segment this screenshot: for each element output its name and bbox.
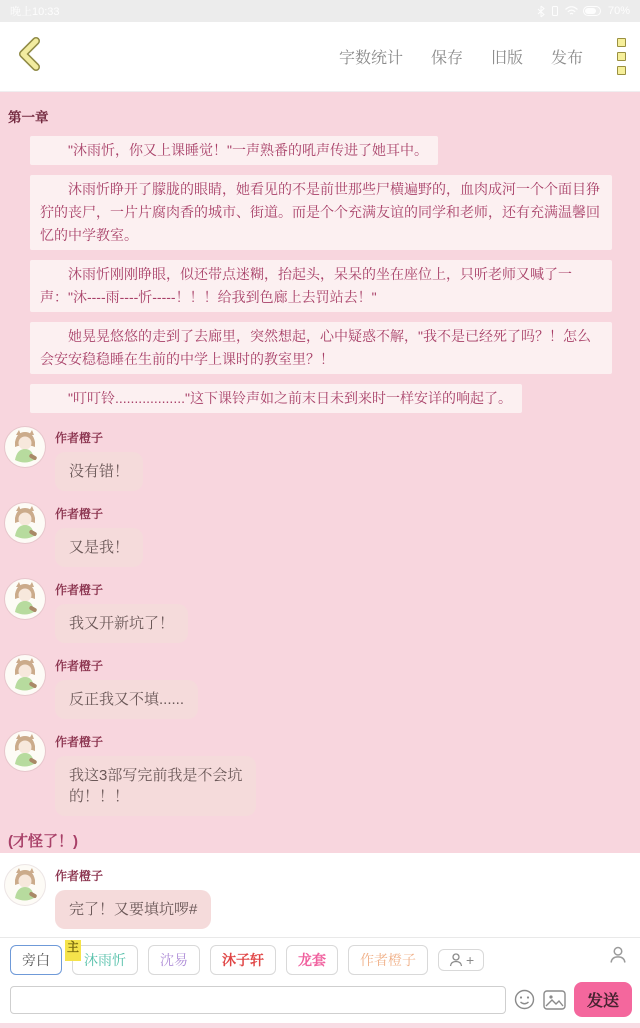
avatar <box>5 427 45 467</box>
story-paragraph[interactable]: 沐雨忻刚刚睁眼，似还带点迷糊，抬起头，呆呆的坐在座位上，只听老师又喊了一声："沐----雨----忻-----！！！给我到色廊上去罚站去！" <box>30 260 612 312</box>
message-bubble: 我又开新坑了！ <box>55 604 188 643</box>
chat-message[interactable] <box>0 651 640 727</box>
tab-narrator[interactable]: 旁白 <box>10 945 62 975</box>
tab-muzixuan[interactable]: 沐子轩 <box>210 945 276 975</box>
person-icon <box>608 945 628 965</box>
add-character-plus: + <box>466 952 475 968</box>
chapter-title: 第一章 <box>8 110 49 125</box>
story-paragraph[interactable]: 她晃晃悠悠的走到了去廊里，突然想起，心中疑惑不解，"我不是已经死了吗？！怎么会安安稳稳睡在生前的中学上课时的教室里？！ <box>30 322 612 374</box>
bottom-strip <box>0 1023 640 1028</box>
story-paragraph[interactable]: "叮叮铃.................."这下课铃声如之前末日未到来时一样安详的响起了。 <box>30 384 522 413</box>
message-input-row <box>0 979 640 1023</box>
back-button[interactable] <box>14 34 44 79</box>
narration-text[interactable]: (才怪了！) <box>8 833 78 850</box>
message-bubble: 反正我又不填...... <box>55 680 198 719</box>
status-bar <box>0 0 640 22</box>
save-button[interactable]: 保存 <box>431 45 463 68</box>
tab-shenyi[interactable]: 沈易 <box>148 945 200 975</box>
chat-message[interactable] <box>0 499 640 575</box>
message-author: 作者橙子 <box>55 735 104 749</box>
message-bubble: 完了！又要填坑啰# <box>55 890 211 929</box>
add-character-button[interactable] <box>438 949 484 971</box>
picture-icon <box>543 990 566 1010</box>
character-tabs <box>0 938 640 979</box>
publish-button[interactable]: 发布 <box>551 45 583 68</box>
old-version-button[interactable]: 旧版 <box>491 45 523 68</box>
message-input[interactable] <box>10 986 506 1014</box>
chat-message[interactable] <box>0 423 640 499</box>
tab-muyuxin[interactable]: 主 沐雨忻 <box>72 945 138 975</box>
composer-bar <box>0 937 640 1028</box>
tab-longtao[interactable]: 龙套 <box>286 945 338 975</box>
bluetooth-icon <box>537 6 545 17</box>
image-button[interactable] <box>543 990 566 1010</box>
chat-message[interactable] <box>0 575 640 651</box>
vibrate-icon <box>550 6 560 16</box>
lead-badge: 主 <box>65 940 81 961</box>
message-author: 作者橙子 <box>55 659 104 673</box>
avatar <box>5 579 45 619</box>
chat-message[interactable] <box>0 861 640 937</box>
tab-zuozhechengzi[interactable]: 作者橙子 <box>348 945 428 975</box>
message-author: 作者橙子 <box>55 869 104 883</box>
avatar <box>5 865 45 905</box>
send-button[interactable]: 发送 <box>574 982 632 1017</box>
story-paragraph[interactable]: 沐雨忻睁开了朦胧的眼睛，她看见的不是前世那些尸横遍野的，血肉成河一个个面目狰狞的丧尸，一片片腐肉香的城市、街道。而是个个充满友谊的同学和老师，还有充满温馨回忆的中学教室。 <box>30 175 612 250</box>
story-paragraph[interactable]: "沐雨忻，你又上课睡觉！"一声熟番的吼声传进了她耳中。 <box>30 136 438 165</box>
status-icons <box>537 5 630 17</box>
message-bubble: 又是我！ <box>55 528 143 567</box>
avatar <box>5 655 45 695</box>
emoji-button[interactable] <box>514 989 535 1010</box>
message-bubble: 我这3部写完前我是不会坑 的！！！ <box>55 756 256 816</box>
message-author: 作者橙子 <box>55 583 104 597</box>
clock-label: 晚上10:33 <box>10 6 60 18</box>
character-manager-button[interactable] <box>608 945 628 970</box>
message-author: 作者橙子 <box>55 507 104 521</box>
battery-icon <box>583 6 603 16</box>
word-count-button[interactable]: 字数统计 <box>339 45 403 68</box>
menu-icon[interactable] <box>617 38 626 75</box>
avatar <box>5 503 45 543</box>
wifi-icon <box>565 6 578 16</box>
battery-percent-label: 70% <box>607 5 630 17</box>
chat-message[interactable] <box>0 727 640 824</box>
chevron-left-icon <box>14 34 44 74</box>
toolbar <box>0 22 640 92</box>
smiley-icon <box>514 989 535 1010</box>
avatar <box>5 731 45 771</box>
story-content <box>0 92 640 937</box>
message-author: 作者橙子 <box>55 431 104 445</box>
person-icon <box>448 952 464 968</box>
message-bubble: 没有错！ <box>55 452 143 491</box>
